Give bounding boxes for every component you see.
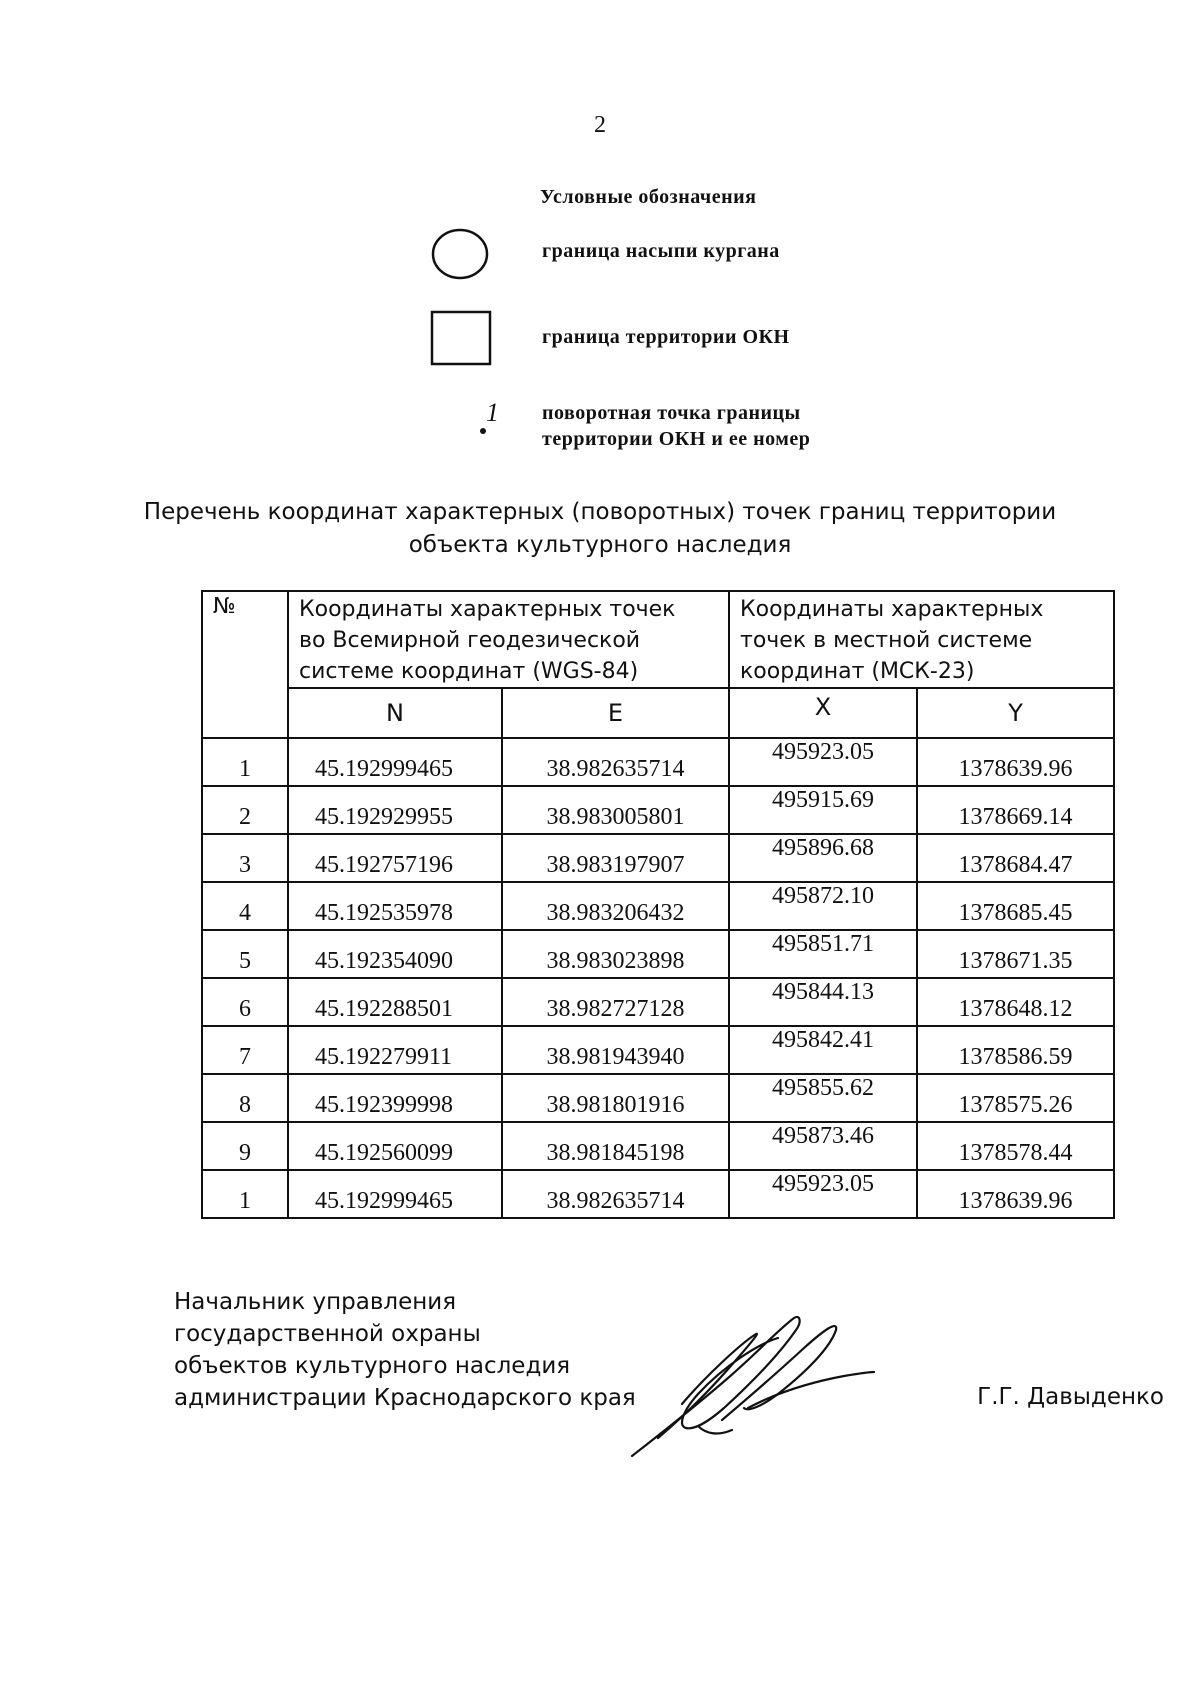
signer-name: Г.Г. Давыденко <box>977 1384 1164 1410</box>
cell-e: 38.981801916 <box>502 1074 729 1122</box>
table-row <box>202 978 1114 1026</box>
column-header-msk23: Координаты характерных точек в местной системе координат (МСК-23) <box>729 591 1114 688</box>
signer-position-line-3: объектов культурного наследия <box>174 1353 571 1379</box>
cell-e: 38.983005801 <box>502 786 729 834</box>
cell-number: 5 <box>202 930 288 978</box>
column-header-y: Y <box>917 688 1114 738</box>
turning-point-marker-number: 1 <box>486 398 499 427</box>
cell-e: 38.983023898 <box>502 930 729 978</box>
legend-label-okn-boundary: граница территории ОКН <box>542 326 790 348</box>
table-row <box>202 1026 1114 1074</box>
cell-number: 3 <box>202 834 288 882</box>
column-header-n: N <box>288 688 502 738</box>
cell-y: 1378639.96 <box>917 738 1114 786</box>
table-header-row <box>202 591 1114 688</box>
cell-number: 6 <box>202 978 288 1026</box>
cell-e: 38.982727128 <box>502 978 729 1026</box>
cell-x: 495855.62 <box>729 1074 917 1122</box>
cell-y: 1378578.44 <box>917 1122 1114 1170</box>
legend-item-turning-point <box>430 400 890 460</box>
signer-position-line-4: администрации Краснодарского края <box>174 1385 636 1411</box>
cell-y: 1378639.96 <box>917 1170 1114 1218</box>
legend-label-mound-boundary: граница насыпи кургана <box>542 240 780 262</box>
cell-n: 45.192560099 <box>288 1122 502 1170</box>
table-row <box>202 882 1114 930</box>
square-symbol-icon <box>430 310 494 368</box>
cell-number: 8 <box>202 1074 288 1122</box>
cell-n: 45.192757196 <box>288 834 502 882</box>
cell-y: 1378575.26 <box>917 1074 1114 1122</box>
legend-title: Условные обозначения <box>540 186 757 208</box>
cell-e: 38.982635714 <box>502 1170 729 1218</box>
cell-x: 495851.71 <box>729 930 917 978</box>
legend-item-mound-boundary <box>430 226 890 286</box>
cell-n: 45.192535978 <box>288 882 502 930</box>
table-row <box>202 1074 1114 1122</box>
cell-x: 495896.68 <box>729 834 917 882</box>
cell-y: 1378685.45 <box>917 882 1114 930</box>
coordinates-list-heading <box>0 496 1200 562</box>
page-number: 2 <box>594 112 606 138</box>
signer-position <box>174 1286 636 1414</box>
cell-n: 45.192288501 <box>288 978 502 1026</box>
table-row <box>202 738 1114 786</box>
column-header-e: E <box>502 688 729 738</box>
cell-number: 1 <box>202 1170 288 1218</box>
cell-number: 9 <box>202 1122 288 1170</box>
legend-item-okn-boundary <box>430 310 890 370</box>
table-row <box>202 1122 1114 1170</box>
legend-label-turning-point-line-1: поворотная точка границы <box>542 402 801 424</box>
table-row <box>202 834 1114 882</box>
signature-block <box>174 1286 1164 1466</box>
cell-x: 495923.05 <box>729 1170 917 1218</box>
cell-number: 2 <box>202 786 288 834</box>
coordinates-table <box>201 590 1115 1219</box>
cell-n: 45.192354090 <box>288 930 502 978</box>
signer-position-line-1: Начальник управления <box>174 1289 457 1315</box>
cell-e: 38.981845198 <box>502 1122 729 1170</box>
cell-n: 45.192279911 <box>288 1026 502 1074</box>
cell-number: 1 <box>202 738 288 786</box>
cell-n: 45.192999465 <box>288 738 502 786</box>
cell-y: 1378684.47 <box>917 834 1114 882</box>
cell-number: 4 <box>202 882 288 930</box>
cell-x: 495872.10 <box>729 882 917 930</box>
cell-y: 1378586.59 <box>917 1026 1114 1074</box>
cell-x: 495844.13 <box>729 978 917 1026</box>
table-row <box>202 930 1114 978</box>
column-header-x: X <box>729 688 917 738</box>
cell-number: 7 <box>202 1026 288 1074</box>
column-header-number: № <box>202 591 288 738</box>
table-row <box>202 786 1114 834</box>
turning-point-marker-icon <box>430 400 500 460</box>
heading-line-2: объекта культурного наследия <box>408 532 792 558</box>
cell-y: 1378648.12 <box>917 978 1114 1026</box>
cell-y: 1378669.14 <box>917 786 1114 834</box>
cell-e: 38.981943940 <box>502 1026 729 1074</box>
cell-x: 495915.69 <box>729 786 917 834</box>
signer-position-line-2: государственной охраны <box>174 1321 481 1347</box>
cell-n: 45.192399998 <box>288 1074 502 1122</box>
column-header-wgs84: Координаты характерных точек во Всемирной геодезической системе координат (WGS-84) <box>288 591 729 688</box>
cell-n: 45.192999465 <box>288 1170 502 1218</box>
cell-e: 38.983197907 <box>502 834 729 882</box>
cell-x: 495923.05 <box>729 738 917 786</box>
circle-symbol-icon <box>430 226 490 282</box>
cell-x: 495873.46 <box>729 1122 917 1170</box>
cell-y: 1378671.35 <box>917 930 1114 978</box>
cell-n: 45.192929955 <box>288 786 502 834</box>
cell-e: 38.983206432 <box>502 882 729 930</box>
cell-x: 495842.41 <box>729 1026 917 1074</box>
handwritten-signature-icon <box>628 1308 878 1458</box>
legend-label-turning-point-line-2: территории ОКН и ее номер <box>542 428 811 450</box>
table-row <box>202 1170 1114 1218</box>
heading-line-1: Перечень координат характерных (поворотных) точек границ территории <box>143 499 1057 525</box>
table-subheader-row <box>202 688 1114 738</box>
cell-e: 38.982635714 <box>502 738 729 786</box>
